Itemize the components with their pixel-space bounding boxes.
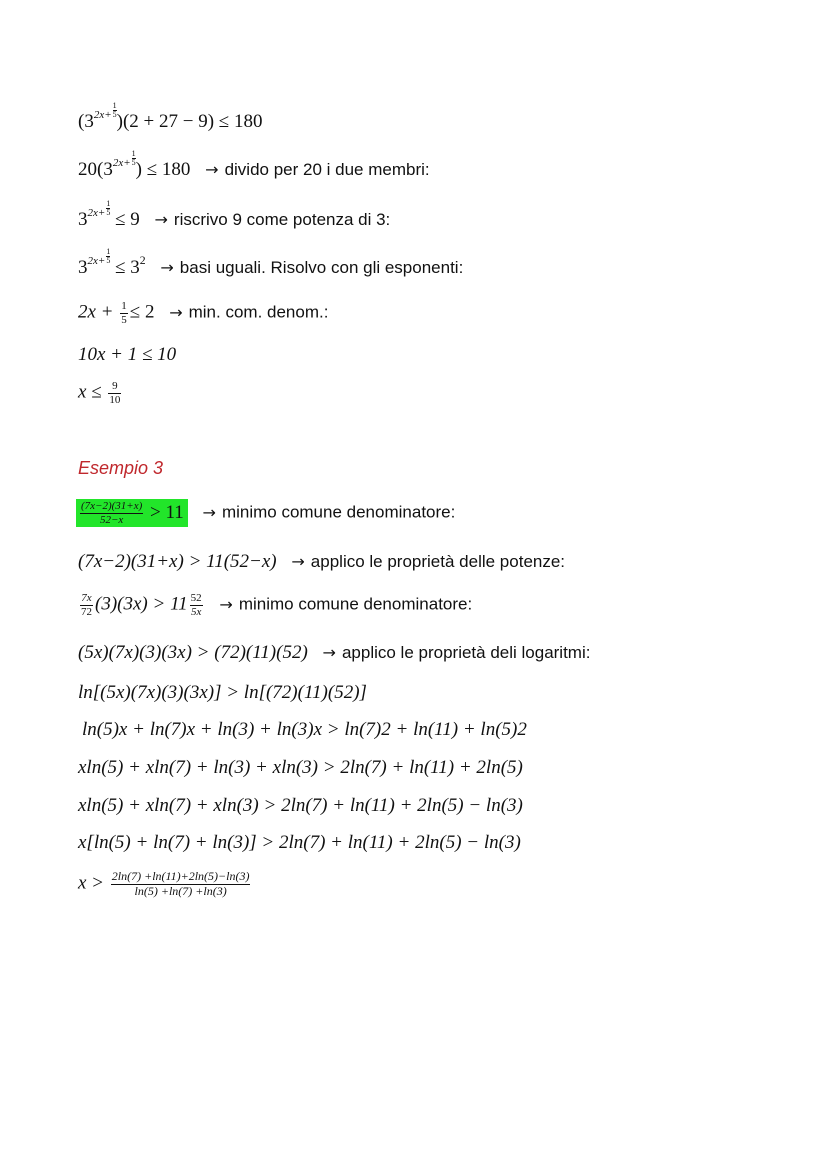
note: applico le proprietà delle potenze: bbox=[310, 552, 566, 571]
ex3-line-10 bbox=[78, 870, 252, 899]
math: 20(3 bbox=[78, 159, 113, 180]
fraction-den: 10 bbox=[109, 393, 121, 406]
math: 10x + 1 ≤ 10 bbox=[78, 344, 177, 365]
arrow-icon: → bbox=[219, 594, 233, 614]
math: ≤ 3 bbox=[110, 257, 140, 278]
note: divido per 20 i due membri: bbox=[224, 160, 430, 179]
fraction-num: 1 bbox=[106, 199, 111, 208]
math: xln(5) + xln(7) + xln(3) > 2ln(7) + ln(11) + 2ln(5) − ln(3) bbox=[78, 795, 523, 816]
eq-line-7 bbox=[78, 380, 123, 406]
exponent: 2x+ bbox=[93, 109, 112, 121]
ex3-line-9 bbox=[78, 833, 521, 852]
math: x ≤ bbox=[78, 381, 107, 403]
fraction-den: 5 bbox=[106, 256, 111, 266]
note: basi uguali. Risolvo con gli esponenti: bbox=[179, 258, 464, 277]
highlighted-expression bbox=[76, 499, 188, 527]
fraction-num: 2ln(7) +ln(11)+2ln(5)−ln(3) bbox=[111, 869, 250, 883]
math: 3 bbox=[78, 257, 88, 278]
math: 2x + bbox=[78, 301, 119, 323]
arrow-icon: → bbox=[291, 552, 305, 571]
arrow-icon: → bbox=[205, 160, 219, 179]
fraction-num: 52 bbox=[190, 592, 202, 604]
math: ≤ 9 bbox=[110, 209, 140, 230]
math: (5x)(7x)(3)(3x) > (72)(11)(52) bbox=[78, 642, 308, 663]
ex3-line-2 bbox=[78, 552, 565, 571]
exponent: 2x+ bbox=[87, 255, 106, 267]
note: minimo comune denominatore: bbox=[221, 502, 456, 522]
math: ≤ 2 bbox=[129, 301, 155, 323]
ex3-line-4 bbox=[78, 643, 590, 662]
math: > 11 bbox=[145, 501, 184, 523]
ex3-line-1 bbox=[78, 500, 455, 526]
fraction-num: 1 bbox=[106, 247, 111, 256]
fraction-den: 5 bbox=[106, 208, 111, 218]
math: (3 bbox=[78, 111, 94, 132]
eq-line-3 bbox=[78, 199, 391, 230]
arrow-icon: → bbox=[202, 502, 216, 522]
fraction-den: 5x bbox=[190, 605, 202, 618]
math: ln(5)x + ln(7)x + ln(3) + ln(3)x > ln(7)2 + ln(11) + ln(5)2 bbox=[82, 719, 527, 740]
ex3-line-3 bbox=[78, 592, 472, 618]
fraction-num: (7x−2)(31+x) bbox=[81, 500, 143, 512]
math: (3)(3x) > 11 bbox=[95, 593, 188, 615]
ex3-line-7 bbox=[78, 758, 523, 777]
fraction-den: 5 bbox=[112, 110, 117, 120]
fraction-den: 72 bbox=[81, 605, 92, 618]
superscript: 2 bbox=[139, 253, 146, 267]
eq-line-5 bbox=[78, 300, 328, 326]
ex3-line-8 bbox=[78, 796, 523, 815]
arrow-icon: → bbox=[154, 210, 168, 229]
note: minimo comune denominatore: bbox=[238, 594, 473, 614]
arrow-icon: → bbox=[169, 302, 183, 322]
note: applico le proprietà deli logaritmi: bbox=[341, 643, 591, 662]
exponent: 2x+ bbox=[87, 207, 106, 219]
math: ln[(5x)(7x)(3)(3x)] > ln[(72)(11)(52)] bbox=[78, 682, 367, 703]
math: (7x−2)(31+x) > 11(52−x) bbox=[78, 551, 277, 572]
fraction-den: 5 bbox=[121, 313, 127, 326]
fraction-num: 1 bbox=[112, 101, 117, 110]
math: 3 bbox=[78, 209, 88, 230]
eq-line-4 bbox=[78, 247, 464, 278]
math: xln(5) + xln(7) + ln(3) + xln(3) > 2ln(7) + ln(11) + 2ln(5) bbox=[78, 757, 523, 778]
fraction-den: 5 bbox=[131, 158, 136, 168]
fraction-num: 7x bbox=[81, 592, 92, 604]
arrow-icon: → bbox=[160, 258, 174, 277]
fraction-den: ln(5) +ln(7) +ln(3) bbox=[134, 883, 227, 898]
math: x[ln(5) + ln(7) + ln(3)] > 2ln(7) + ln(11) + 2ln(5) − ln(3) bbox=[78, 832, 521, 853]
eq-line-1 bbox=[78, 101, 263, 132]
fraction-num: 1 bbox=[131, 149, 136, 158]
note: riscrivo 9 come potenza di 3: bbox=[173, 210, 391, 229]
math: )(2 + 27 − 9) ≤ 180 bbox=[116, 111, 263, 132]
ex3-line-5 bbox=[78, 683, 367, 702]
math: x > bbox=[78, 872, 109, 894]
ex3-line-6 bbox=[82, 720, 527, 739]
fraction-den: 52−x bbox=[99, 513, 124, 526]
fraction-num: 9 bbox=[108, 380, 121, 394]
section-heading: Esempio 3 bbox=[78, 458, 164, 478]
fraction-num: 1 bbox=[121, 300, 127, 312]
eq-line-2 bbox=[78, 149, 430, 180]
note: min. com. denom.: bbox=[188, 302, 329, 322]
arrow-icon: → bbox=[322, 643, 336, 662]
eq-line-6 bbox=[78, 345, 176, 364]
exponent: 2x+ bbox=[112, 157, 131, 169]
math: ) ≤ 180 bbox=[135, 159, 191, 180]
